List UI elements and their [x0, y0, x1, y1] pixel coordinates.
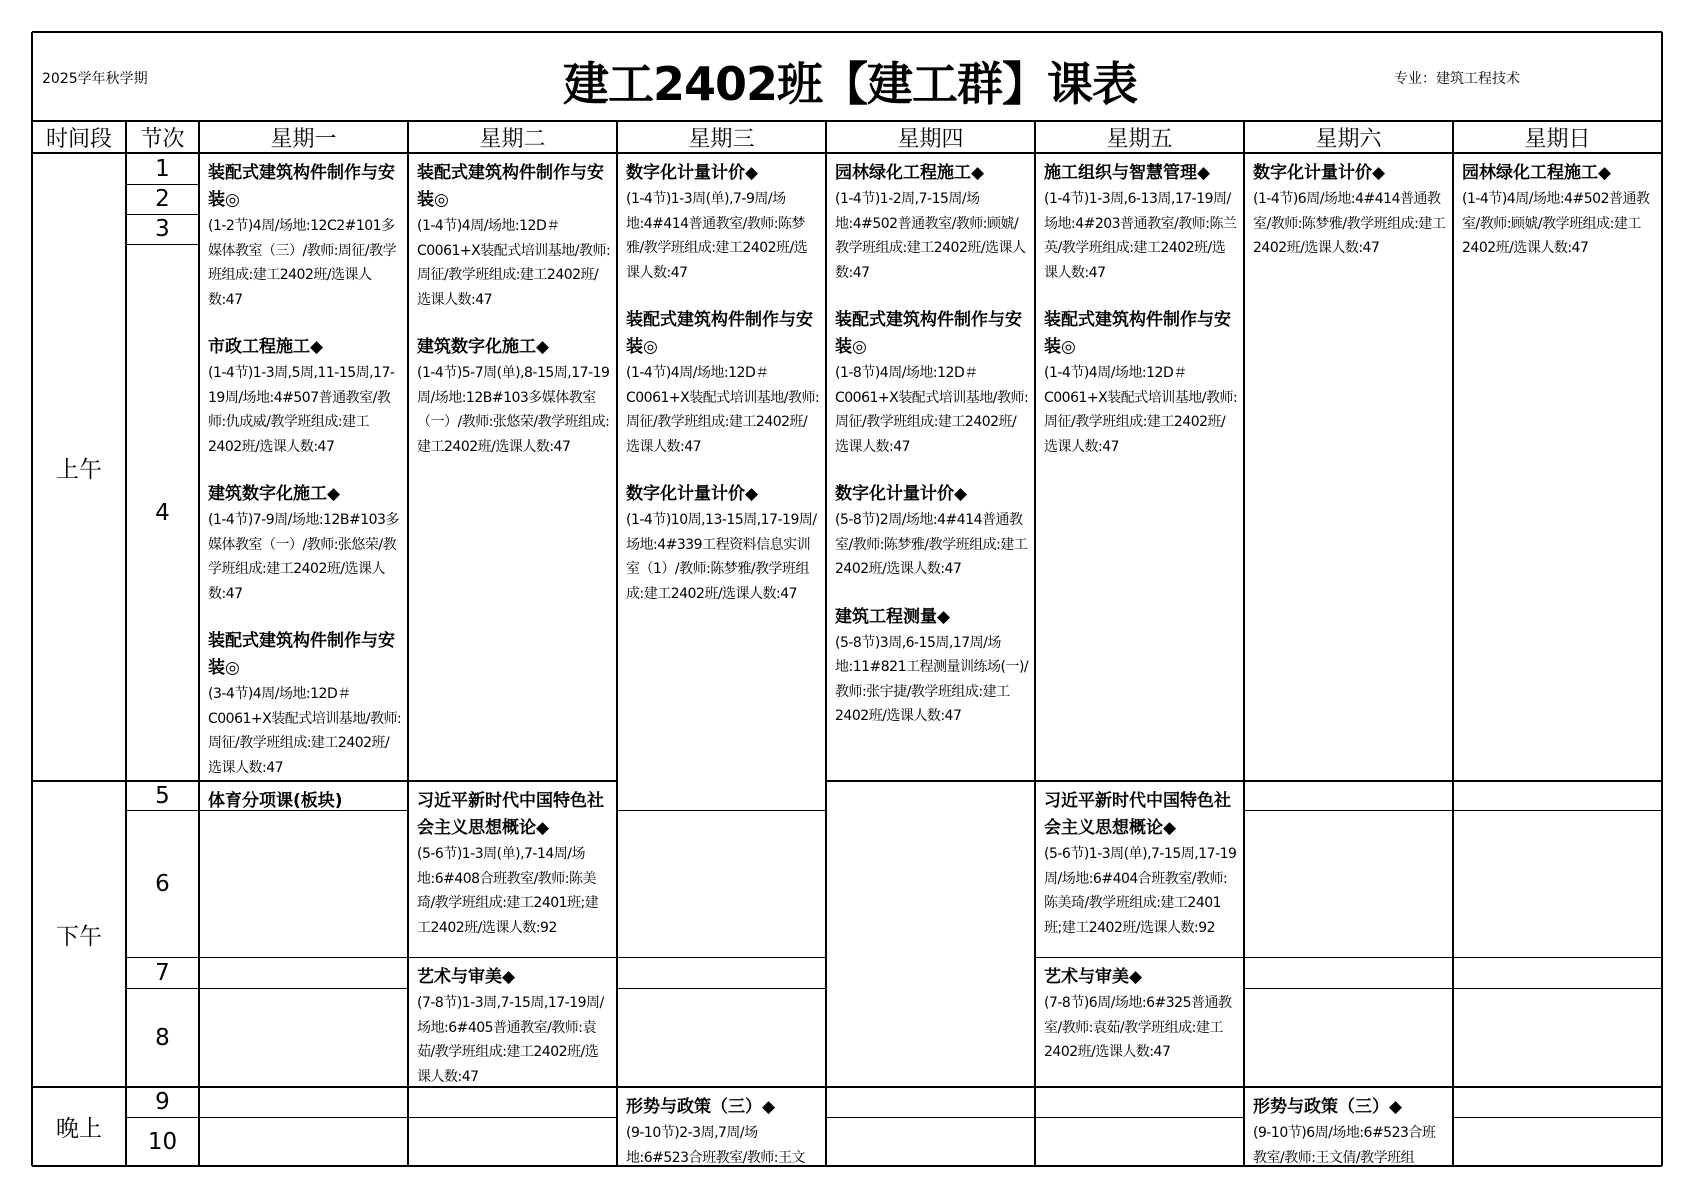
course-detail: (1-4节)4周/场地:4#502普通教室/教师:顾婋/教学班组成:建工2402班/选课人数:47 — [1462, 191, 1650, 256]
grid-line — [617, 957, 826, 958]
course-entry[interactable] — [417, 160, 611, 312]
course-name: 数字化计量计价◆ — [626, 484, 759, 504]
grid-line — [199, 1117, 408, 1118]
course-entry[interactable] — [208, 160, 402, 312]
course-entry[interactable] — [835, 481, 1029, 582]
course-name: 装配式建筑构件制作与安装◎ — [835, 310, 1022, 357]
grid-line — [1453, 1117, 1662, 1118]
header-day-4: 星期四 — [897, 126, 964, 152]
course-name: 市政工程施工◆ — [208, 337, 324, 357]
course-detail: (5-8节)3周,6-15周,17周/场地:11#821工程测量训练场(一)/教师:张宇捷/教学班组成:建工2402班/选课人数:47 — [835, 634, 1029, 724]
slot-6: 6 — [155, 870, 170, 897]
cell-mon-slot5[interactable] — [199, 781, 408, 810]
course-detail: (1-4节)7-9周/场地:12B#103多媒体教室（一）/教师:张悠荣/教学班组成:建工2402班/选课人数:47 — [208, 512, 399, 602]
course-entry[interactable] — [626, 307, 820, 459]
slot-10: 10 — [147, 1128, 178, 1155]
course-detail: (1-8节)4周/场地:12D＃C0061+X装配式培训基地/教师:周征/教学班组成:建工2402班/选课人数:47 — [835, 365, 1029, 455]
header-day-3: 星期三 — [688, 126, 755, 152]
course-name: 园林绿化工程施工◆ — [1462, 163, 1612, 183]
course-name: 装配式建筑构件制作与安装◎ — [1044, 310, 1231, 357]
course-entry[interactable] — [417, 964, 611, 1087]
grid-line — [826, 1117, 1035, 1118]
course-entry[interactable] — [835, 160, 1029, 285]
course-detail: (5-6节)1-3周(单),7-15周,17-19周/场地:6#404合班教室/教师:陈美琦/教学班组成:建工2401班;建工2402班/选课人数:92 — [1044, 846, 1237, 936]
course-name: 装配式建筑构件制作与安装◎ — [417, 163, 604, 210]
page-title: 建工2402班【建工群】课表 — [562, 57, 1138, 111]
period-evening: 晚上 — [56, 1116, 102, 1142]
course-detail: (5-6节)1-3周(单),7-14周/场地:6#408合班教室/教师:陈美琦/教学班组成:建工2401班;建工2402班/选课人数:92 — [417, 846, 599, 936]
course-name: 建筑工程测量◆ — [835, 606, 951, 627]
cell-tue-morning[interactable] — [408, 153, 617, 781]
period-morning: 上午 — [56, 456, 102, 483]
course-name: 形势与政策（三）◆ — [626, 1097, 776, 1117]
course-name: 体育分项课(板块) — [208, 791, 343, 810]
course-entry[interactable] — [1044, 307, 1238, 459]
period-afternoon: 下午 — [56, 923, 102, 950]
course-detail: (1-4节)10周,13-15周,17-19周/场地:4#339工程资料信息实训室（1）/教师:陈梦雅/教学班组成:建工2402班/选课人数:47 — [626, 512, 817, 602]
course-detail: (1-4节)1-3周,5周,11-15周,17-19周/场地:4#507普通教室/教师:仇成威/教学班组成:建工2402班/选课人数:47 — [208, 365, 395, 455]
header-day-1: 星期一 — [270, 126, 337, 152]
cell-fri-slot78[interactable] — [1035, 957, 1244, 1087]
course-entry[interactable] — [1253, 1094, 1447, 1166]
grid-line — [408, 1117, 617, 1118]
grid-line — [1453, 810, 1662, 811]
course-name: 装配式建筑构件制作与安装◎ — [626, 310, 813, 357]
slot-8: 8 — [155, 1024, 170, 1051]
course-entry[interactable] — [208, 334, 402, 459]
course-detail: (7-8节)1-3周,7-15周,17-19周/场地:6#405普通教室/教师:袁茹/教学班组成:建工2402班/选课人数:47 — [417, 995, 604, 1085]
grid-line — [1453, 988, 1662, 989]
course-detail: (1-4节)1-3周(单),7-9周/场地:4#414普通教室/教师:陈梦雅/教学班组成:建工2402班/选课人数:47 — [626, 191, 808, 281]
cell-wed-slot910[interactable] — [617, 1087, 826, 1166]
course-entry[interactable] — [417, 788, 611, 940]
grid-line — [199, 988, 408, 989]
term-label: 2025学年秋学期 — [42, 71, 148, 87]
course-name: 数字化计量计价◆ — [1253, 163, 1386, 183]
course-name: 形势与政策（三）◆ — [1253, 1097, 1403, 1117]
course-name: 建筑数字化施工◆ — [417, 337, 550, 357]
grid-line — [617, 810, 826, 811]
course-entry[interactable] — [1462, 160, 1656, 261]
slot-3: 3 — [155, 216, 170, 242]
slot-7: 7 — [155, 959, 170, 986]
major-label: 专业：建筑工程技术 — [1394, 71, 1520, 87]
course-name: 装配式建筑构件制作与安装◎ — [208, 631, 395, 678]
grid-line — [1244, 810, 1453, 811]
course-detail: (1-4节)5-7周(单),8-15周,17-19周/场地:12B#103多媒体教室（一）/教师:张悠荣/教学班组成:建工2402班/选课人数:47 — [417, 365, 610, 455]
cell-sun-morning[interactable] — [1453, 153, 1662, 781]
course-name: 习近平新时代中国特色社会主义思想概论◆ — [1044, 791, 1231, 838]
course-entry[interactable] — [417, 334, 611, 459]
grid-line — [617, 988, 826, 989]
course-entry[interactable] — [835, 307, 1029, 459]
slot-2: 2 — [155, 186, 170, 212]
cell-fri-slot56[interactable] — [1035, 781, 1244, 957]
course-detail: (9-10节)2-3周,7周/场地:6#523合班教室/教师:王文 — [626, 1125, 806, 1166]
course-name: 习近平新时代中国特色社会主义思想概论◆ — [417, 791, 604, 838]
cell-fri-morning[interactable] — [1035, 153, 1244, 781]
cell-wed-morning[interactable] — [617, 153, 826, 781]
cell-sat-morning[interactable] — [1244, 153, 1453, 781]
course-name: 数字化计量计价◆ — [835, 484, 968, 504]
course-detail: (1-2节)4周/场地:12C2#101多媒体教室（三）/教师:周征/教学班组成:建工2402班/选课人数:47 — [208, 218, 397, 308]
header-day-6: 星期六 — [1315, 126, 1382, 152]
course-name: 艺术与审美◆ — [1044, 967, 1143, 987]
course-name: 园林绿化工程施工◆ — [835, 163, 985, 183]
slot-1: 1 — [155, 155, 170, 182]
course-detail: (1-4节)1-3周,6-13周,17-19周/场地:4#203普通教室/教师:陈兰英/教学班组成:建工2402班/选课人数:47 — [1044, 191, 1237, 281]
course-detail: (1-4节)4周/场地:12D＃C0061+X装配式培训基地/教师:周征/教学班组成:建工2402班/选课人数:47 — [626, 365, 820, 455]
course-detail: (1-4节)6周/场地:4#414普通教室/教师:陈梦雅/教学班组成:建工2402班/选课人数:47 — [1253, 191, 1446, 256]
cell-tue-slot56[interactable] — [408, 781, 617, 957]
course-detail: (3-4节)4周/场地:12D＃C0061+X装配式培训基地/教师:周征/教学班组成:建工2402班/选课人数:47 — [208, 686, 402, 776]
header-day-7: 星期日 — [1524, 126, 1591, 152]
course-detail: (7-8节)6周/场地:6#325普通教室/教师:袁茹/教学班组成:建工2402班/选课人数:47 — [1044, 995, 1232, 1060]
cell-tue-slot78[interactable] — [408, 957, 617, 1087]
grid-line — [199, 957, 408, 958]
grid-line — [1035, 1117, 1244, 1118]
course-name: 施工组织与智慧管理◆ — [1044, 163, 1211, 183]
cell-thu-day[interactable] — [826, 153, 1035, 1087]
slot-5: 5 — [155, 782, 170, 809]
course-detail: (5-8节)2周/场地:4#414普通教室/教师:陈梦雅/教学班组成:建工2402班/选课人数:47 — [835, 512, 1028, 577]
course-name: 装配式建筑构件制作与安装◎ — [208, 163, 395, 210]
course-detail: (1-4节)1-2周,7-15周/场地:4#502普通教室/教师:顾婋/教学班组成:建工2402班/选课人数:47 — [835, 191, 1026, 281]
course-entry[interactable] — [626, 1094, 820, 1166]
course-entry[interactable] — [626, 160, 820, 285]
cell-mon-morning[interactable] — [199, 153, 408, 781]
course-entry[interactable] — [1044, 964, 1238, 1065]
slot-4: 4 — [155, 499, 170, 526]
course-detail: (9-10节)6周/场地:6#523合班教室/教师:王文倩/教学班组 — [1253, 1125, 1436, 1166]
course-entry[interactable] — [208, 788, 402, 810]
course-detail: (1-4节)4周/场地:12D＃C0061+X装配式培训基地/教师:周征/教学班组成:建工2402班/选课人数:47 — [417, 218, 611, 308]
course-entry[interactable] — [626, 481, 820, 606]
grid-line — [32, 31, 1662, 33]
course-entry[interactable] — [835, 604, 1029, 729]
grid-line — [1453, 957, 1662, 958]
header-day-5: 星期五 — [1106, 126, 1173, 152]
course-entry[interactable] — [208, 628, 402, 780]
course-name: 艺术与审美◆ — [417, 967, 516, 987]
slot-9: 9 — [155, 1089, 170, 1115]
course-entry[interactable] — [208, 481, 402, 606]
course-name: 建筑数字化施工◆ — [208, 484, 341, 504]
cell-sat-slot910[interactable] — [1244, 1087, 1453, 1166]
course-entry[interactable] — [1253, 160, 1447, 261]
course-entry[interactable] — [1044, 160, 1238, 285]
header-period: 时间段 — [45, 126, 112, 152]
course-name: 数字化计量计价◆ — [626, 163, 759, 183]
grid-line — [1244, 988, 1453, 989]
course-detail: (1-4节)4周/场地:12D＃C0061+X装配式培训基地/教师:周征/教学班组成:建工2402班/选课人数:47 — [1044, 365, 1238, 455]
header-slot: 节次 — [140, 126, 185, 152]
header-day-2: 星期二 — [479, 126, 546, 152]
grid-line — [1244, 957, 1453, 958]
course-entry[interactable] — [1044, 788, 1238, 940]
